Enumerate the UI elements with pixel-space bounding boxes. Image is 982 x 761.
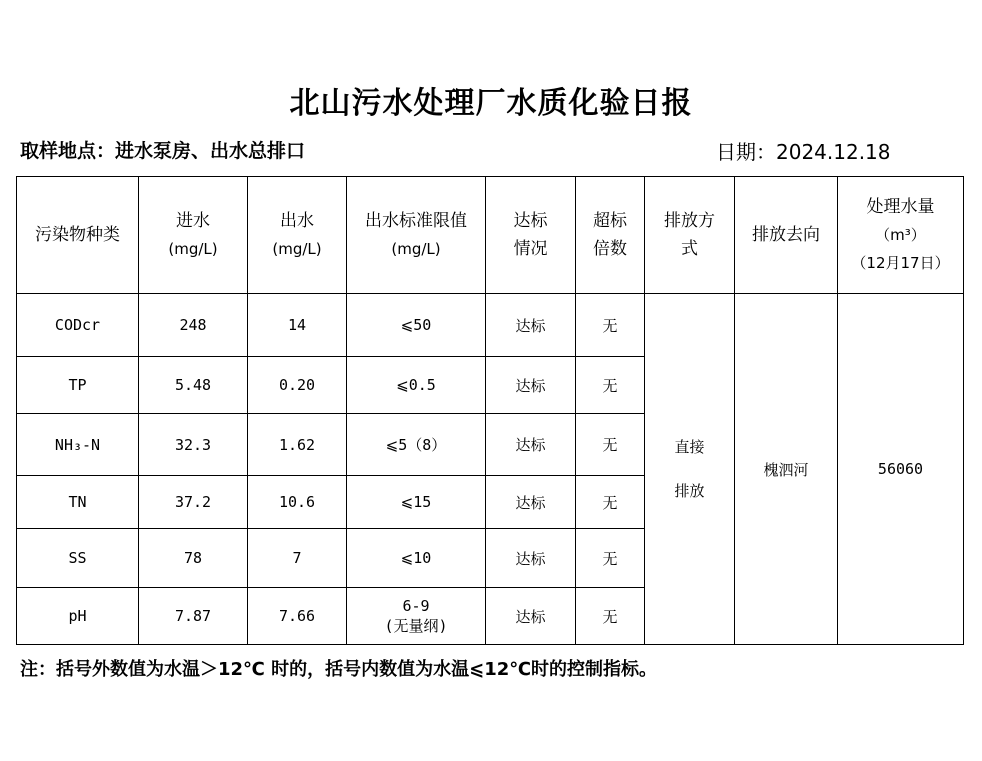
- limit-value: ⩽0.5: [347, 357, 486, 414]
- limit-value: 6-9 (无量纲): [347, 588, 486, 645]
- outflow-value: 0.20: [248, 357, 347, 414]
- inflow-value: 248: [139, 294, 248, 357]
- limit-value: ⩽5（8）: [347, 414, 486, 476]
- header-method: 排放方 式: [645, 177, 735, 294]
- outflow-value: 10.6: [248, 476, 347, 529]
- exceed-value: 无: [576, 588, 645, 645]
- status-value: 达标: [486, 588, 576, 645]
- header-volume: 处理水量 （m³） （12月17日）: [838, 177, 964, 294]
- outflow-value: 1.62: [248, 414, 347, 476]
- header-inflow: 进水 (mg/L): [139, 177, 248, 294]
- status-value: 达标: [486, 294, 576, 357]
- exceed-value: 无: [576, 357, 645, 414]
- discharge-destination: 槐泗河: [735, 294, 838, 645]
- pollutant-name: CODcr: [17, 294, 139, 357]
- header-limit: 出水标准限值 (mg/L): [347, 177, 486, 294]
- footnote: 注：括号外数值为水温＞12℃ 时的，括号内数值为水温⩽12℃时的控制指标。: [20, 659, 658, 680]
- exceed-value: 无: [576, 476, 645, 529]
- pollutant-name: SS: [17, 529, 139, 588]
- pollutant-name: TP: [17, 357, 139, 414]
- report-title: 北山污水处理厂水质化验日报: [289, 86, 693, 121]
- pollutant-name: TN: [17, 476, 139, 529]
- outflow-value: 7: [248, 529, 347, 588]
- header-status: 达标 情况: [486, 177, 576, 294]
- sampling-location: 取样地点：进水泵房、出水总排口: [20, 140, 306, 162]
- treated-volume: 56060: [838, 294, 964, 645]
- pollutant-name: NH₃-N: [17, 414, 139, 476]
- water-quality-table: [16, 176, 964, 645]
- exceed-value: 无: [576, 414, 645, 476]
- status-value: 达标: [486, 414, 576, 476]
- header-pollutant: 污染物种类: [17, 177, 139, 294]
- inflow-value: 7.87: [139, 588, 248, 645]
- pollutant-name: pH: [17, 588, 139, 645]
- status-value: 达标: [486, 476, 576, 529]
- outflow-value: 14: [248, 294, 347, 357]
- report-date: 日期：2024.12.18: [716, 140, 891, 164]
- exceed-value: 无: [576, 529, 645, 588]
- limit-value: ⩽50: [347, 294, 486, 357]
- exceed-value: 无: [576, 294, 645, 357]
- inflow-value: 37.2: [139, 476, 248, 529]
- status-value: 达标: [486, 529, 576, 588]
- inflow-value: 78: [139, 529, 248, 588]
- status-value: 达标: [486, 357, 576, 414]
- inflow-value: 5.48: [139, 357, 248, 414]
- header-outflow: 出水 (mg/L): [248, 177, 347, 294]
- header-row: [17, 177, 964, 294]
- header-exceed: 超标 倍数: [576, 177, 645, 294]
- table-row: [17, 294, 964, 357]
- discharge-method: 直接 排放: [645, 294, 735, 645]
- outflow-value: 7.66: [248, 588, 347, 645]
- header-destination: 排放去向: [735, 177, 838, 294]
- limit-value: ⩽15: [347, 476, 486, 529]
- inflow-value: 32.3: [139, 414, 248, 476]
- limit-value: ⩽10: [347, 529, 486, 588]
